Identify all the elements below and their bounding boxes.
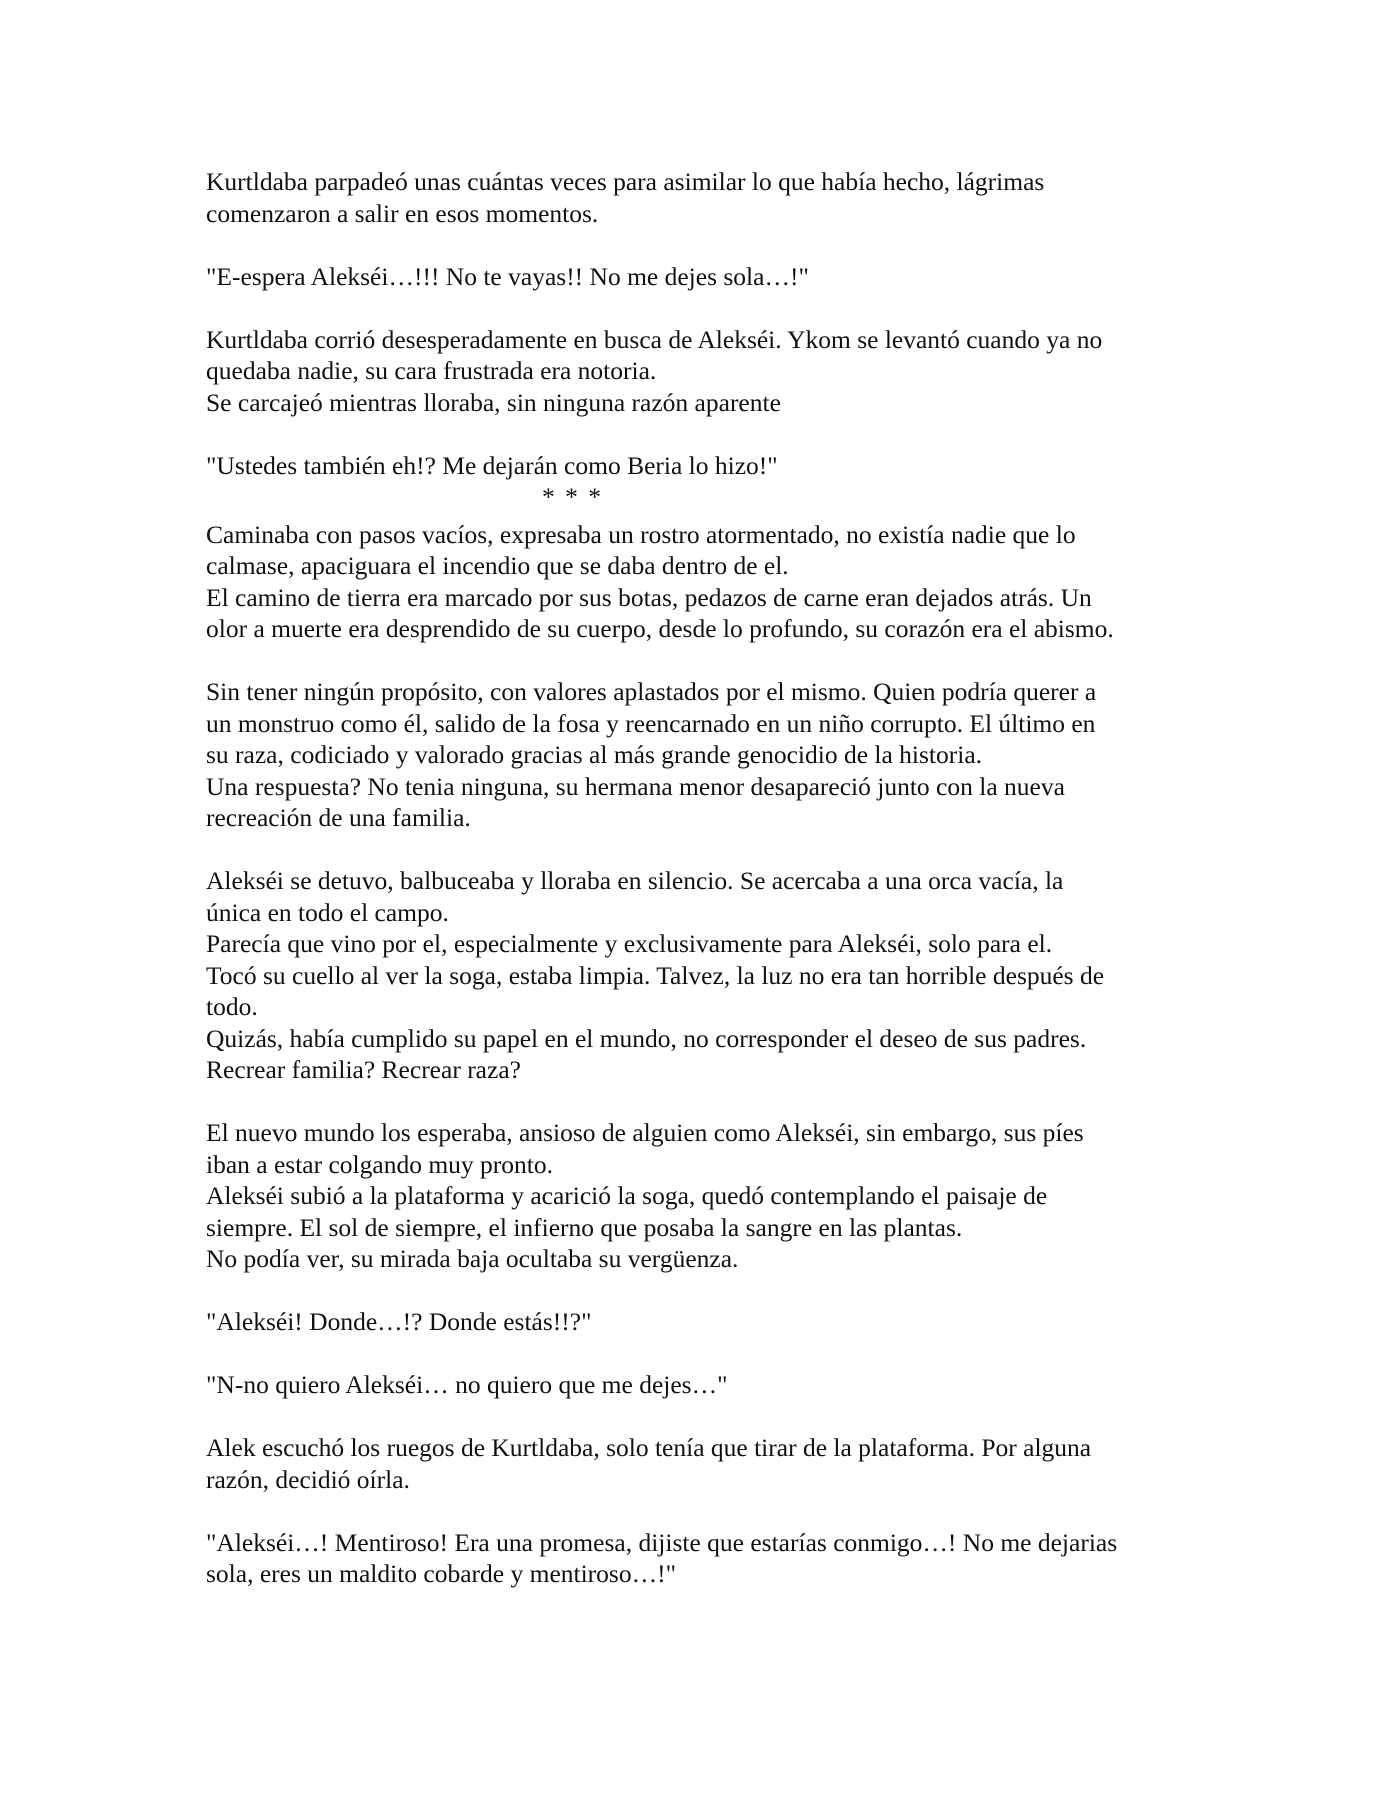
text-line: olor a muerte era desprendido de su cuerpo, desde lo profundo, su corazón era el abismo. — [206, 614, 1114, 643]
text-line: un monstruo como él, salido de la fosa y reencarnado en un niño corrupto. El último en — [206, 708, 1096, 738]
paragraph — [206, 865, 1206, 1086]
text-line: Alekséi se detuvo, balbuceaba y lloraba en silencio. Se acercaba a una orca vacía, la — [206, 866, 1064, 895]
text-line: Una respuesta? No tenia ninguna, su hermana menor desapareció junto con la nueva — [206, 771, 1065, 801]
paragraph — [206, 1432, 1206, 1495]
text-line: Quizás, había cumplido su papel en el mundo, no corresponder el deseo de sus padres. — [206, 1023, 1087, 1053]
text-line: Alek escuchó los ruegos de Kurtldaba, solo tenía que tirar de la plataforma. Por alguna — [206, 1433, 1092, 1462]
text-line: recreación de una familia. — [206, 803, 471, 832]
paragraph-spacing — [206, 1275, 1206, 1307]
text-line: "E-espera Alekséi…!!! No te vayas!! No me dejes sola…!" — [206, 261, 809, 291]
paragraph-spacing — [206, 645, 1206, 677]
text-line: su raza, codiciado y valorado gracias al más grande genocidio de la historia. — [206, 740, 983, 769]
text-line: todo. — [206, 992, 258, 1021]
document-body — [206, 166, 1206, 1590]
text-line: Kurtldaba corrió desesperadamente en busca de Alekséi. Ykom se levantó cuando ya no — [206, 324, 1103, 354]
paragraph — [206, 166, 1206, 229]
paragraph-spacing — [206, 1338, 1206, 1370]
text-line: "Ustedes también eh!? Me dejarán como Beria lo hizo!" — [206, 450, 778, 480]
paragraph — [206, 1369, 1206, 1401]
paragraph — [206, 1527, 1206, 1590]
text-line: iban a estar colgando muy pronto. — [206, 1149, 553, 1179]
paragraph-spacing — [206, 292, 1206, 324]
text-line: Alekséi subió a la plataforma y acarició la soga, quedó contemplando el paisaje de — [206, 1181, 1048, 1210]
paragraph — [206, 1117, 1206, 1275]
paragraph — [206, 450, 1206, 482]
paragraph-spacing — [206, 1495, 1206, 1527]
text-line: calmase, apaciguara el incendio que se daba dentro de el. — [206, 551, 789, 580]
paragraph-spacing — [206, 1086, 1206, 1118]
text-line: comenzaron a salir en esos momentos. — [206, 198, 599, 228]
text-line: El nuevo mundo los esperaba, ansioso de alguien como Alekséi, sin embargo, sus píes — [206, 1118, 1084, 1147]
text-line: El camino de tierra era marcado por sus botas, pedazos de carne eran dejados atrás. Un — [206, 582, 1092, 612]
text-line: única en todo el campo. — [206, 897, 449, 927]
paragraph-spacing — [206, 418, 1206, 450]
text-line: Recrear familia? Recrear raza? — [206, 1055, 521, 1084]
paragraph-spacing — [206, 834, 1206, 866]
text-line: sola, eres un maldito cobarde y mentiroso…!" — [206, 1559, 676, 1588]
paragraph — [206, 1306, 1206, 1338]
text-line: "Alekséi…! Mentiroso! Era una promesa, dijiste que estarías conmigo…! No me dejarias — [206, 1527, 1118, 1557]
text-line: razón, decidió oírla. — [206, 1464, 410, 1494]
section-separator: * * * — [542, 482, 603, 511]
text-line: quedaba nadie, su cara frustrada era notoria. — [206, 356, 657, 385]
text-line: No podía ver, su mirada baja ocultaba su vergüenza. — [206, 1244, 739, 1273]
paragraph — [206, 676, 1206, 834]
text-line: Parecía que vino por el, especialmente y exclusivamente para Alekséi, solo para el. — [206, 929, 1053, 958]
paragraph-spacing — [206, 229, 1206, 261]
paragraph — [206, 261, 1206, 293]
text-line: Kurtldaba parpadeó unas cuántas veces para asimilar lo que había hecho, lágrimas — [206, 167, 1045, 196]
text-line: Se carcajeó mientras lloraba, sin ninguna razón aparente — [206, 387, 781, 417]
text-line: Tocó su cuello al ver la soga, estaba limpia. Talvez, la luz no era tan horrible después de — [206, 960, 1105, 990]
text-line: Caminaba con pasos vacíos, expresaba un rostro atormentado, no existía nadie que lo — [206, 519, 1076, 549]
paragraph — [206, 324, 1206, 419]
text-line: Sin tener ningún propósito, con valores aplastados por el mismo. Quien podría querer a — [206, 677, 1097, 706]
text-line: "N-no quiero Alekséi… no quiero que me dejes…" — [206, 1370, 728, 1399]
paragraph — [206, 519, 1206, 645]
text-line: "Alekséi! Donde…!? Donde estás!!?" — [206, 1307, 592, 1336]
paragraph-spacing — [206, 1401, 1206, 1433]
text-line: siempre. El sol de siempre, el infierno que posaba la sangre en las plantas. — [206, 1212, 963, 1242]
